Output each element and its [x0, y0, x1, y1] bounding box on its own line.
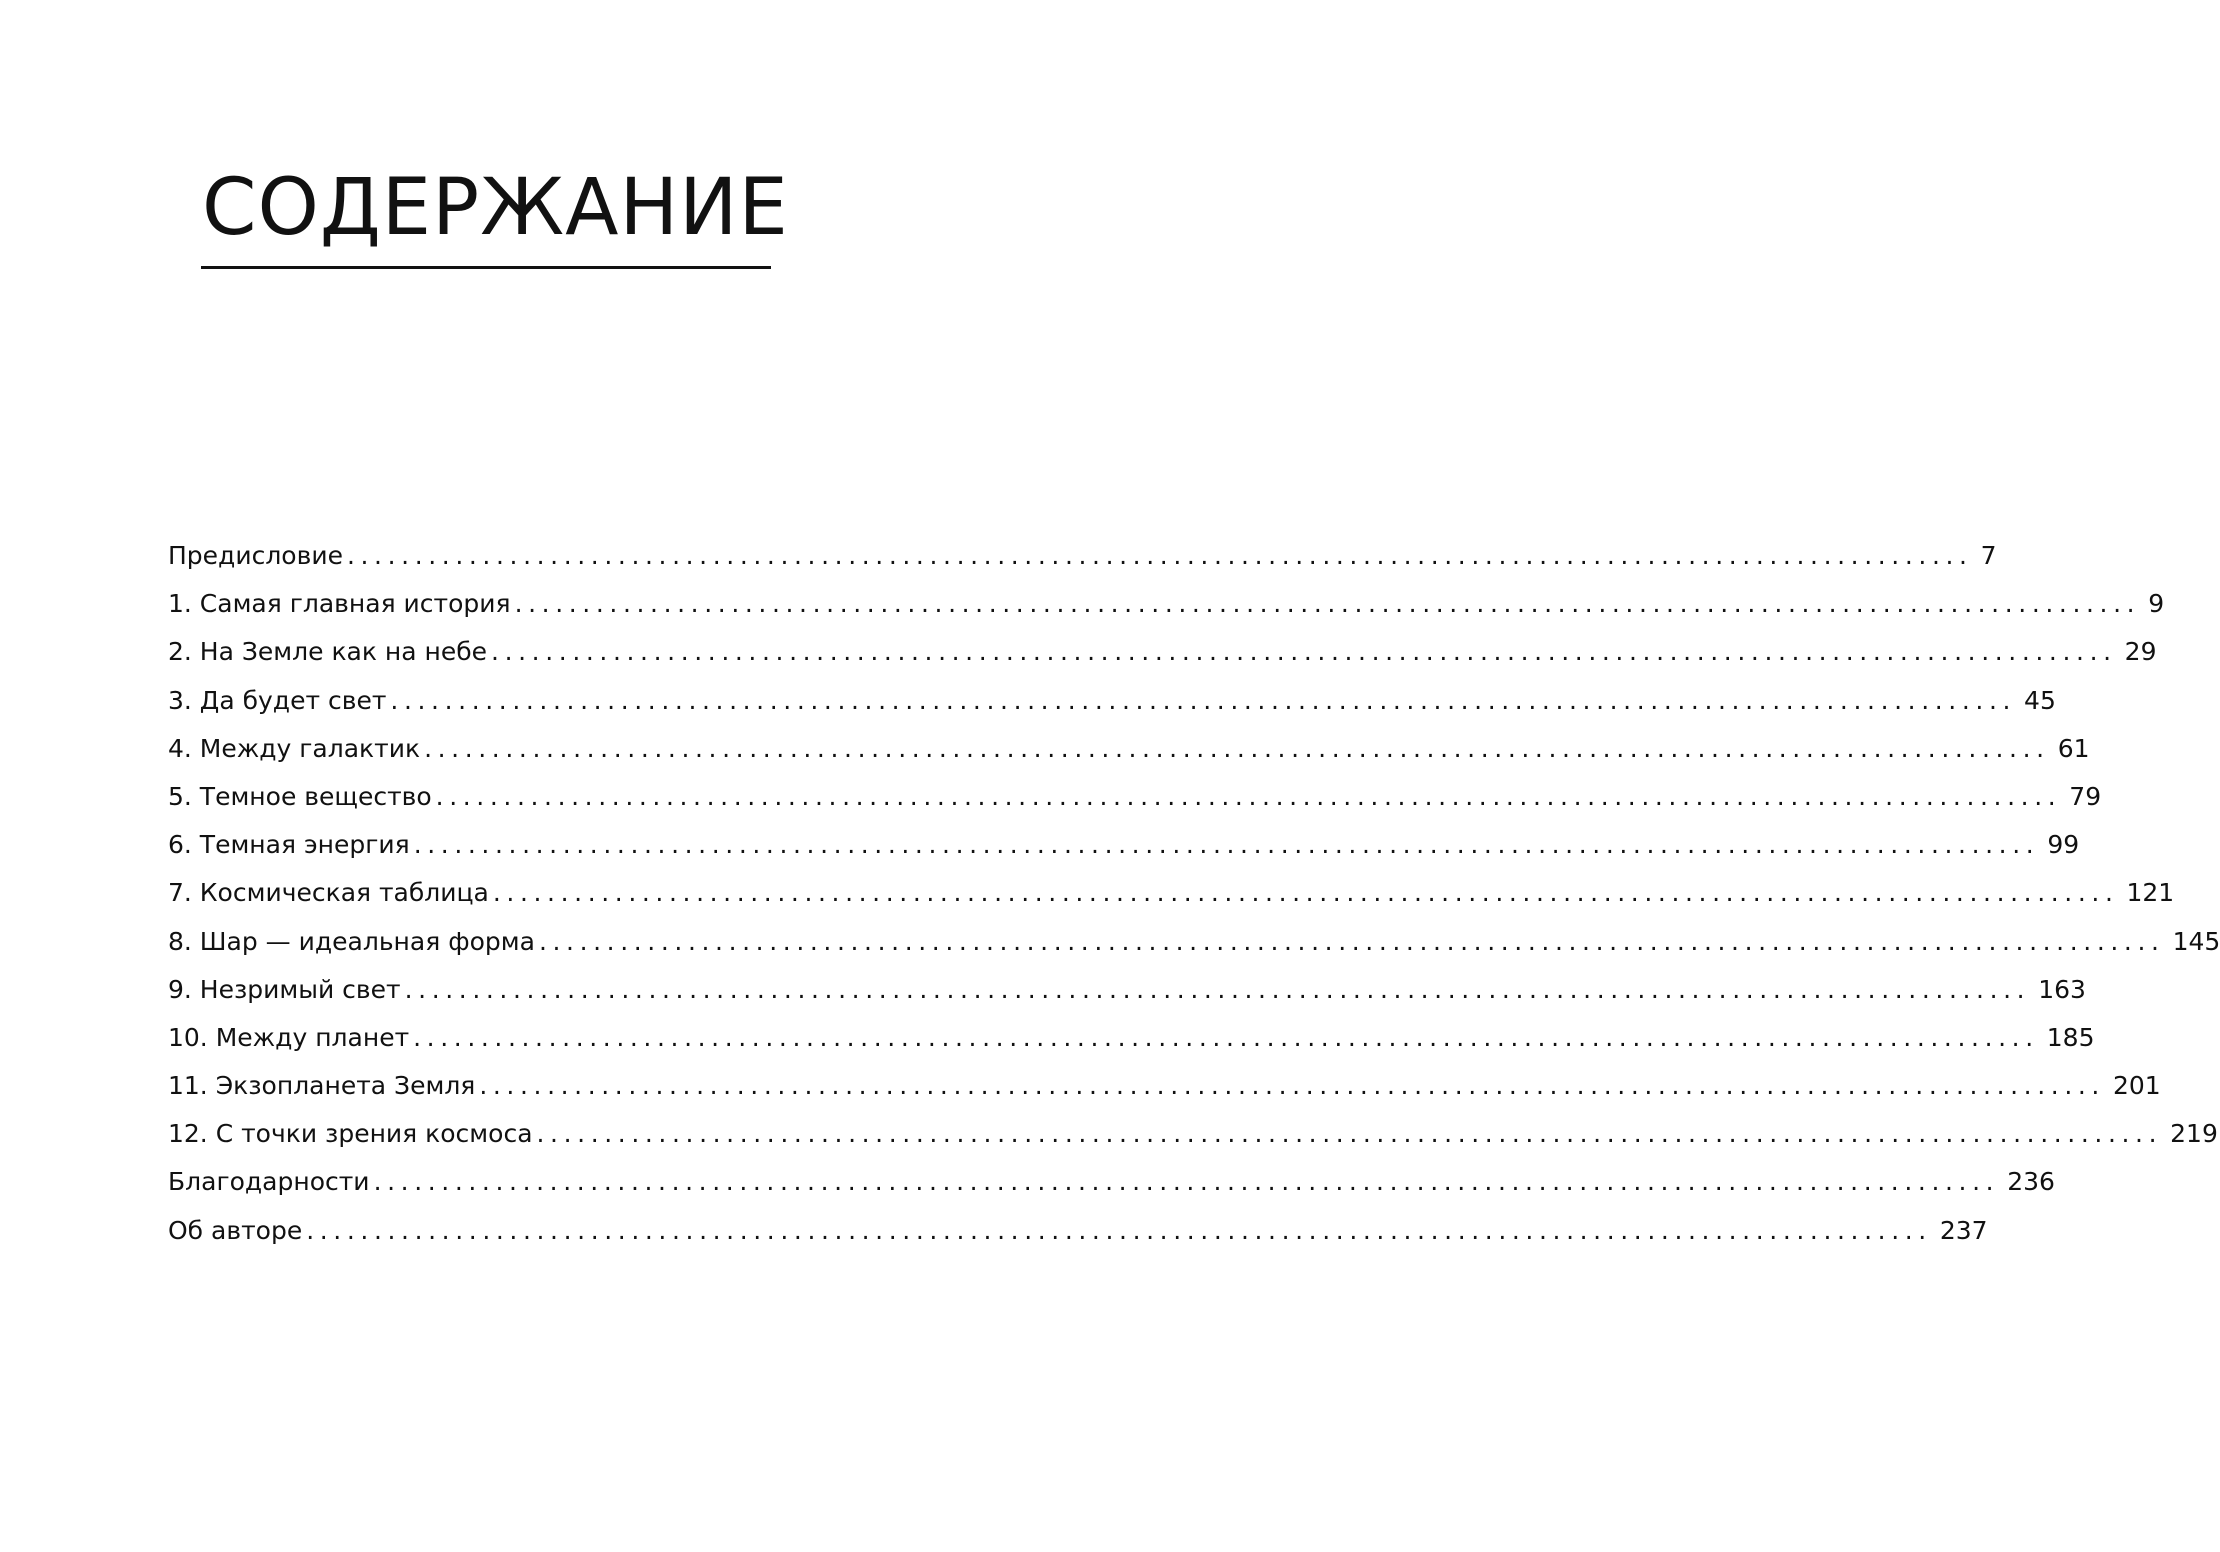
toc-dot-leader: ........................................................................................................................	[536, 1119, 2163, 1149]
toc-entry-label: 7. Космическая таблица	[168, 878, 489, 908]
toc-entry-label: 9. Незримый свет	[168, 974, 401, 1004]
toc-entry-label: Предисловие	[168, 541, 343, 570]
toc-entry-chapter-3[interactable]	[168, 677, 2056, 725]
toc-page-number: 237	[1939, 1215, 1988, 1245]
toc-dot-leader: ........................................................................................................................	[373, 1167, 2000, 1197]
toc-entry-chapter-9[interactable]	[168, 966, 2086, 1014]
toc-entry-chapter-7[interactable]	[168, 869, 2175, 917]
toc-dot-leader: ........................................................................................................................	[306, 1215, 1932, 1245]
toc-page-number: 7	[1980, 541, 1997, 570]
toc-page-number: 45	[2024, 685, 2056, 715]
toc-entry-acknowledgements[interactable]	[168, 1158, 2055, 1206]
toc-page-number: 9	[2148, 589, 2165, 619]
toc-entry-label: 8. Шар — идеальная форма	[168, 926, 535, 956]
toc-entry-chapter-12[interactable]	[168, 1110, 2218, 1158]
toc-dot-leader: ........................................................................................................................	[491, 637, 2117, 667]
toc-dot-leader: ........................................................................................................................	[424, 733, 2050, 763]
toc-page-number: 99	[2047, 830, 2080, 860]
toc-dot-leader: ........................................................................................................................	[492, 878, 2119, 908]
toc-dot-leader: ........................................................................................................................	[538, 926, 2165, 956]
toc-dot-leader: ........................................................................................................................	[390, 685, 2017, 715]
toc-entry-label: 1. Самая главная история	[168, 589, 511, 619]
toc-dot-leader: ........................................................................................................................	[435, 781, 2062, 811]
toc-page-number: 79	[2069, 781, 2102, 811]
toc-page-number: 236	[2007, 1167, 2055, 1197]
page-title: СОДЕРЖАНИЕ	[202, 163, 789, 253]
toc-entry-chapter-1[interactable]	[168, 580, 2165, 628]
toc-dot-leader: ........................................................................................................................	[514, 589, 2141, 619]
toc-page-number: 61	[2057, 733, 2090, 763]
toc-dot-leader: ........................................................................................................................	[413, 1022, 2039, 1052]
toc-page-number: 201	[2112, 1071, 2161, 1101]
toc-entry-label: 12. С точки зрения космоса	[168, 1119, 533, 1149]
toc-dot-leader: ........................................................................................................................	[413, 830, 2040, 860]
toc-entry-label: 6. Темная энергия	[168, 830, 410, 860]
toc-entry-label: Об авторе	[168, 1215, 303, 1245]
toc-entry-chapter-8[interactable]	[168, 918, 2220, 966]
toc-page-number: 29	[2124, 637, 2157, 667]
toc-entry-label: 11. Экзопланета Земля	[168, 1071, 476, 1101]
toc-entry-chapter-2[interactable]	[168, 628, 2157, 676]
toc-page-number: 121	[2126, 878, 2175, 908]
toc-entry-chapter-4[interactable]	[168, 725, 2090, 773]
toc-page-number: 145	[2172, 926, 2220, 956]
toc-page-number: 163	[2038, 974, 2086, 1004]
toc-entry-chapter-5[interactable]	[168, 773, 2102, 821]
toc-page-number: 185	[2046, 1022, 2095, 1052]
toc-entry-preface[interactable]	[168, 532, 1997, 580]
toc-entry-label: 10. Между планет	[168, 1022, 410, 1052]
toc-dot-leader: ........................................................................................................................	[479, 1071, 2105, 1101]
toc-entry-label: 2. На Земле как на небе	[168, 637, 488, 667]
toc-entry-label: 3. Да будет свет	[168, 685, 387, 715]
toc-entry-chapter-6[interactable]	[168, 821, 2080, 869]
toc-entry-label: 4. Между галактик	[168, 733, 421, 763]
toc-entry-chapter-11[interactable]	[168, 1062, 2161, 1110]
toc-entry-about-author[interactable]	[168, 1207, 1988, 1255]
toc-entry-label: 5. Темное вещество	[168, 781, 432, 811]
toc-entry-label: Благодарности	[168, 1167, 370, 1197]
toc-entry-chapter-10[interactable]	[168, 1014, 2095, 1062]
toc-page-number: 219	[2170, 1119, 2218, 1149]
toc-dot-leader: ........................................................................................................................	[404, 974, 2031, 1004]
title-underline	[201, 266, 771, 269]
toc-dot-leader: ........................................................................................................................	[346, 541, 1973, 570]
table-of-contents	[168, 532, 2220, 1255]
